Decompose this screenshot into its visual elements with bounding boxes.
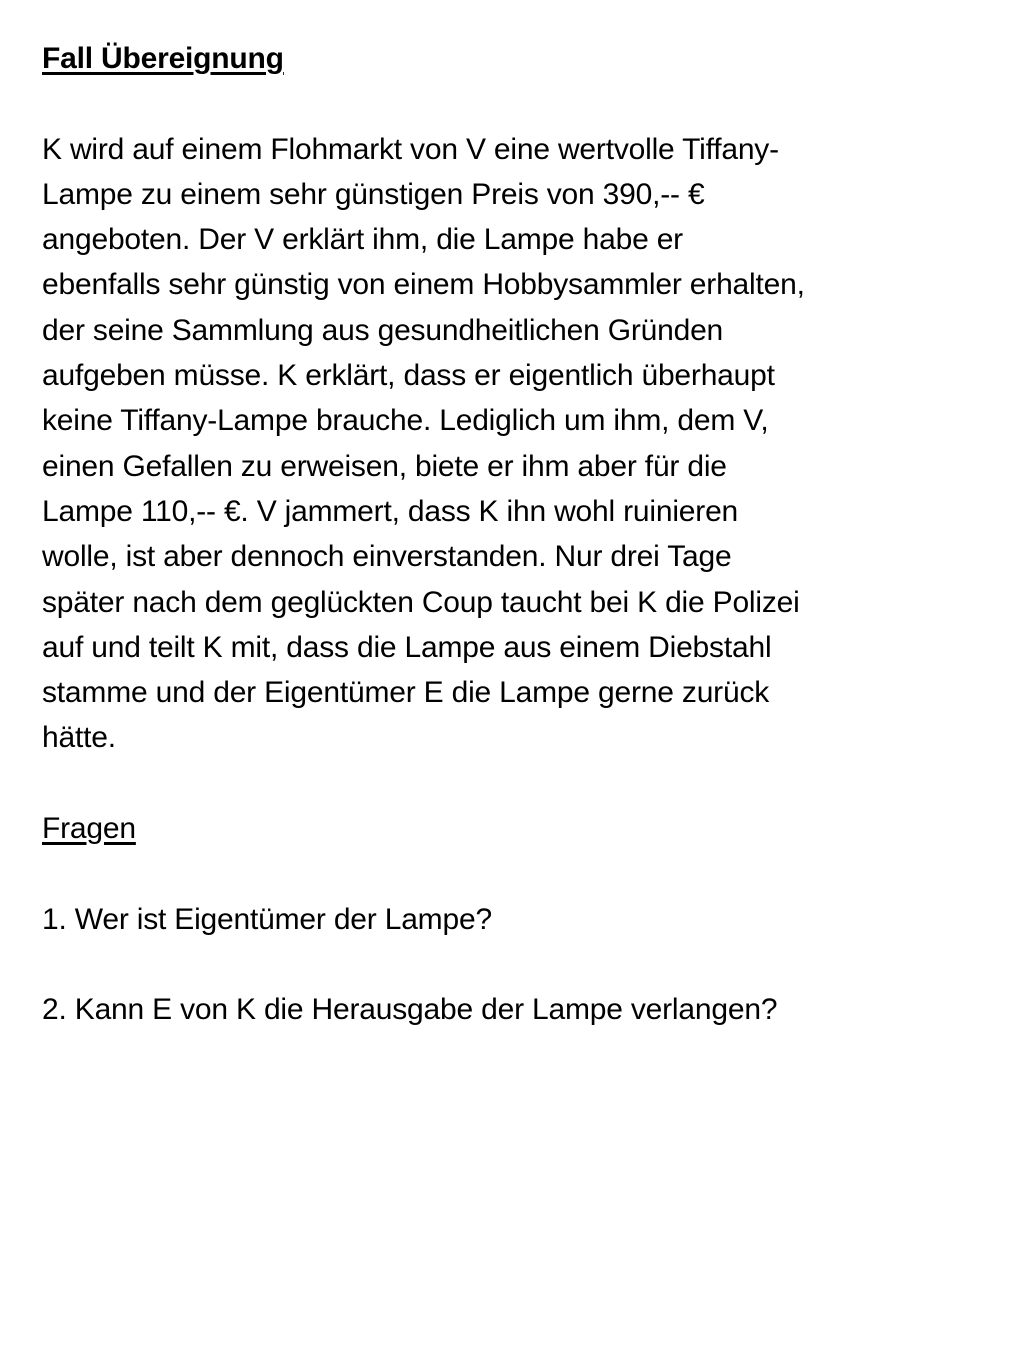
paragraph-line: Lampe 110,-- €. V jammert, dass K ihn wohl ruinieren bbox=[42, 494, 739, 528]
paragraph-line: später nach dem geglückten Coup taucht bei K die Polizei bbox=[42, 585, 800, 619]
case-paragraph bbox=[42, 127, 1002, 761]
paragraph-line: angeboten. Der V erklärt ihm, die Lampe habe er bbox=[42, 223, 683, 257]
spacer bbox=[42, 81, 1002, 126]
question-2: 2. Kann E von K die Herausgabe der Lampe verlangen? bbox=[42, 993, 778, 1027]
question-1: 1. Wer ist Eigentümer der Lampe? bbox=[42, 902, 492, 936]
spacer bbox=[42, 942, 1002, 987]
paragraph-line: stamme und der Eigentümer E die Lampe gerne zurück bbox=[42, 676, 770, 710]
spacer bbox=[42, 851, 1002, 896]
paragraph-line: keine Tiffany-Lampe brauche. Lediglich um ihm, dem V, bbox=[42, 404, 769, 438]
paragraph-line: hätte. bbox=[42, 721, 116, 755]
document-title: Fall Übereignung bbox=[42, 42, 284, 75]
paragraph-line: der seine Sammlung aus gesundheitlichen Gründen bbox=[42, 313, 724, 347]
questions-heading: Fragen bbox=[42, 812, 136, 846]
paragraph-line: ebenfalls sehr günstig von einem Hobbysammler erhalten, bbox=[42, 268, 805, 302]
paragraph-line: einen Gefallen zu erweisen, biete er ihm aber für die bbox=[42, 449, 727, 483]
paragraph-line: wolle, ist aber dennoch einverstanden. Nur drei Tage bbox=[42, 540, 732, 574]
paragraph-line: Lampe zu einem sehr günstigen Preis von 390,-- € bbox=[42, 177, 705, 211]
paragraph-line: auf und teilt K mit, dass die Lampe aus einem Diebstahl bbox=[42, 630, 772, 664]
document-page bbox=[42, 36, 1002, 1033]
spacer bbox=[42, 761, 1002, 806]
paragraph-line: aufgeben müsse. K erklärt, dass er eigentlich überhaupt bbox=[42, 359, 775, 393]
paragraph-line: K wird auf einem Flohmarkt von V eine wertvolle Tiffany- bbox=[42, 132, 779, 166]
